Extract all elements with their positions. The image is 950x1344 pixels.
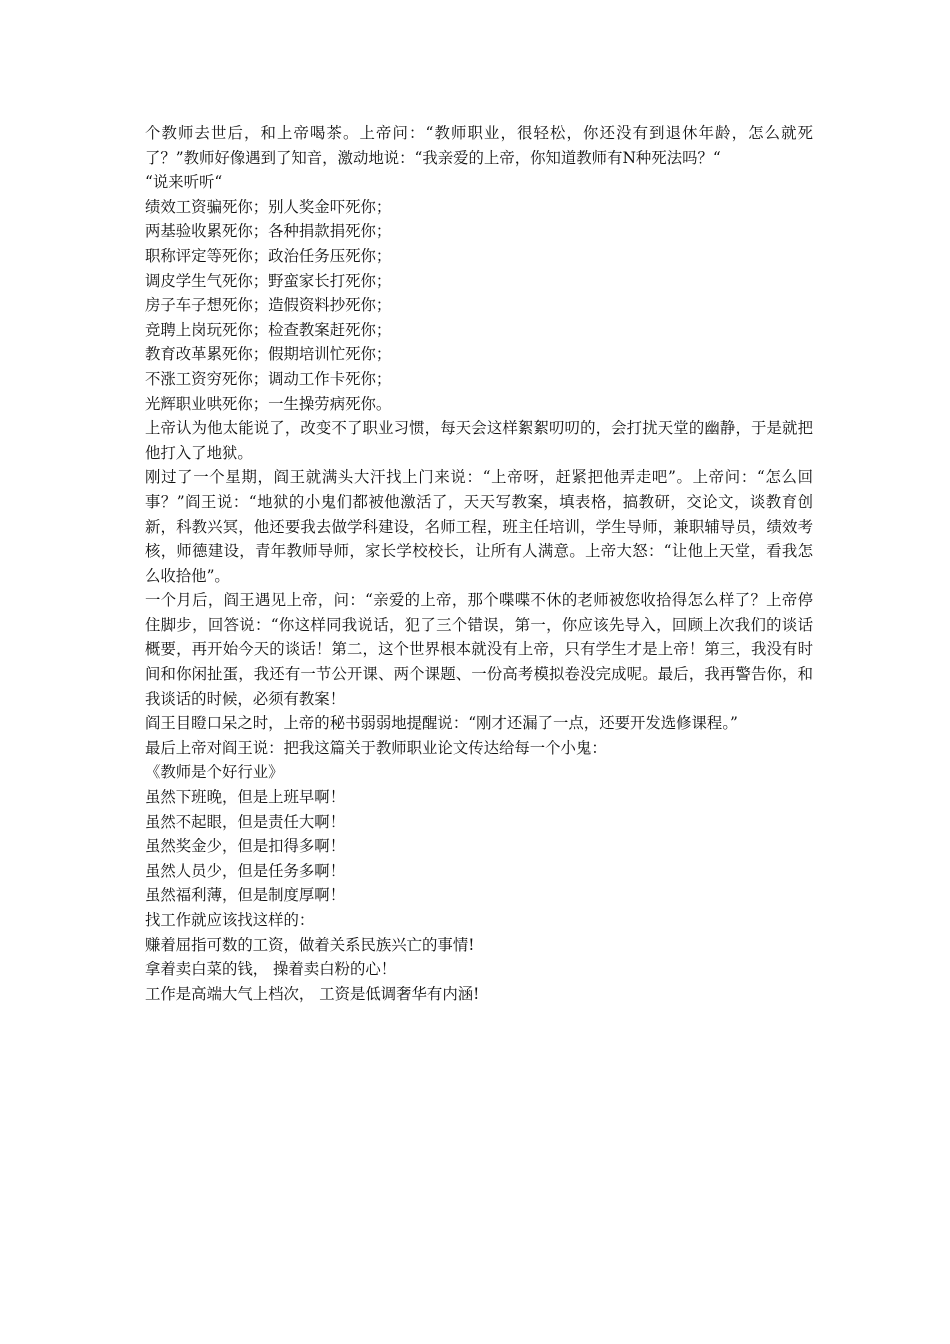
verse-line: 虽然奖金少，但是扣得多啊！ [145, 837, 346, 856]
paragraph-line: 阎王目瞪口呆之时，上帝的秘书弱弱地提醒说：“刚才还漏了一点，还要开发选修课程。” [145, 714, 738, 733]
verse-line: 教育改革累死你；假期培训忙死你； [145, 345, 392, 364]
essay-title: 《教师是个好行业》 [145, 763, 284, 782]
verse-line: 虽然福利薄，但是制度厚啊！ [145, 886, 346, 905]
paragraph-line: 最后上帝对阎王说：把我这篇关于教师职业论文传达给每一个小鬼： [145, 738, 607, 757]
verse-line: 调皮学生气死你；野蛮家长打死你； [145, 271, 392, 290]
verse-line: 拿着卖白菜的钱， 操着卖白粉的心！ [145, 960, 397, 979]
verse-line: 职称评定等死你；政治任务压死你； [145, 246, 392, 265]
verse-line: 虽然下班晚，但是上班早啊！ [145, 788, 346, 807]
document-body [145, 121, 813, 1006]
verse-line: 房子车子想死你；造假资料抄死你； [145, 296, 392, 315]
paragraph-line: 上帝认为他太能说了，改变不了职业习惯，每天会这样絮絮叨叨的，会打扰天堂的幽静，于是就把他打入了地狱。 [145, 419, 813, 462]
verse-line: 虽然不起眼，但是责任大啊！ [145, 812, 346, 831]
verse-line: 两基验收累死你；各种捐款捐死你； [145, 222, 392, 241]
paragraph-line: 找工作就应该找这样的： [145, 911, 315, 929]
verse-line: 工作是高端大气上档次， 工资是低调奢华有内涵! [145, 984, 480, 1003]
paragraph-intro: 个教师去世后，和上帝喝茶。上帝问：“教师职业，很轻松，你还没有到退休年龄，怎么就死了？”教师好像遇到了知音，激动地说：“我亲爱的上帝，你知道教师有N种死法吗？“ [145, 124, 813, 167]
verse-line: 光辉职业哄死你；一生操劳病死你。 [145, 394, 392, 413]
paragraph-line: 一个月后，阎王遇见上帝，问：“亲爱的上帝，那个喋喋不休的老师被您收拾得怎么样了？上帝停住脚步，回答说：“你这样同我说话，犯了三个错误，第一，你应该先导入，回顾上次我们的谈话概要，再开始今天的谈话！第二，这个世界根本就没有上帝，只有学生才是上帝！第三，我没有时间和你闲扯蛋，我还有一节公开课、两个课题、一份高考模拟卷没完成呢。最后，我再警告你，和我谈话的时候，必须有教案！ [145, 591, 813, 708]
verse-line: 不涨工资穷死你；调动工作卡死你； [145, 369, 392, 388]
verse-line: 赚着屈指可数的工资，做着关系民族兴亡的事情! [145, 935, 475, 954]
verse-line: 虽然人员少，但是任务多啊！ [145, 861, 346, 880]
verse-line: 竞聘上岗玩死你；检查教案赶死你； [145, 320, 392, 339]
paragraph-line: “说来听听“ [145, 173, 223, 192]
paragraph-line: 刚过了一个星期，阎王就满头大汗找上门来说：“上帝呀，赶紧把他弄走吧”。上帝问：“怎么回事？”阎王说：“地狱的小鬼们都被他激活了，天天写教案，填表格，搞教研，交论文，谈教育创新，科教兴冥，他还要我去做学科建设，名师工程，班主任培训，学生导师，兼职辅导员，绩效考核，师德建设，青年教师导师，家长学校校长，让所有人满意。上帝大怒：“让他上天堂，看我怎么收拾他”。 [145, 468, 813, 585]
verse-line: 绩效工资骗死你；别人奖金吓死你； [145, 197, 392, 216]
